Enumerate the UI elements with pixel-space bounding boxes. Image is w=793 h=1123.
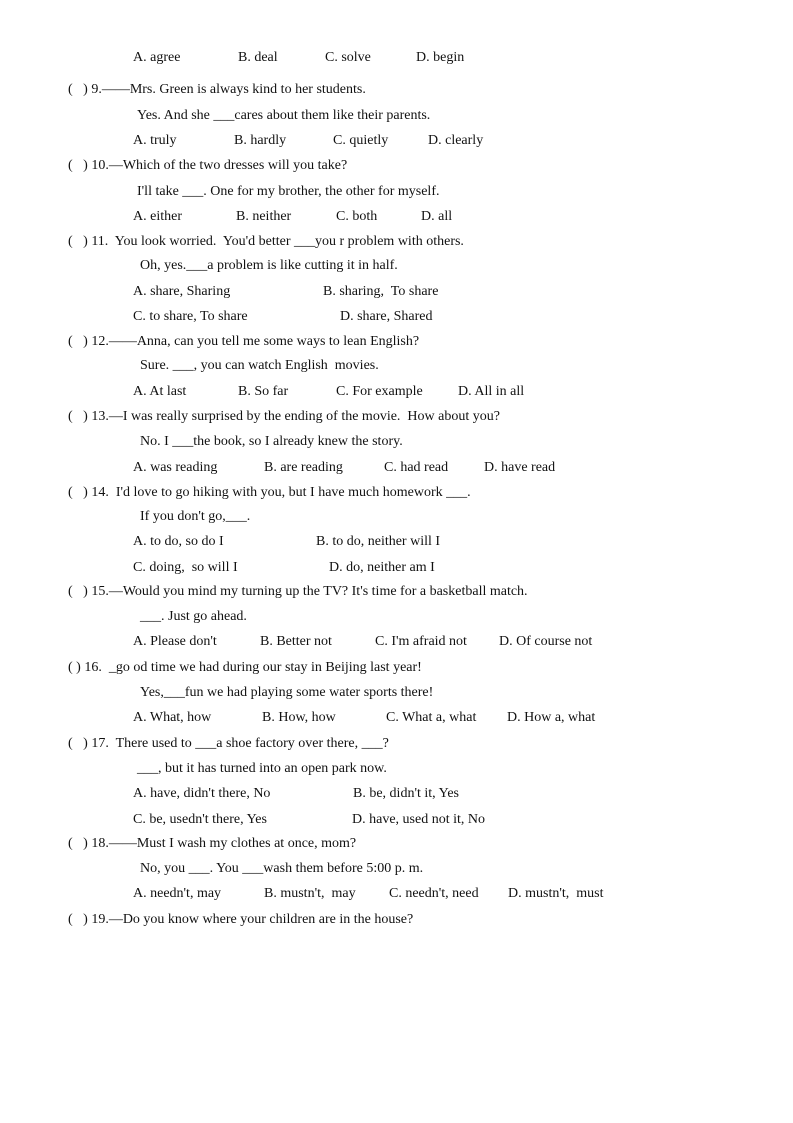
q15-option-d: D. Of course not	[499, 634, 593, 649]
q8-option-d: D. begin	[416, 50, 465, 65]
q13-option-a: A. was reading	[133, 460, 218, 475]
q11-reply: Oh, yes.___a problem is like cutting it in half.	[140, 258, 398, 273]
q16-reply: Yes,___fun we had playing some water sports there!	[140, 685, 434, 700]
q18-option-b: B. mustn't, may	[264, 886, 356, 901]
q9-option-d: D. clearly	[428, 133, 484, 148]
q14-question: ( ) 14. I'd love to go hiking with you, but I have much homework ___.	[68, 485, 471, 500]
q13-option-d: D. have read	[484, 460, 556, 475]
q19-question: ( ) 19.—Do you know where your children are in the house?	[68, 912, 414, 927]
q14-reply: If you don't go,___.	[140, 509, 251, 524]
q15-reply: ___. Just go ahead.	[140, 609, 247, 624]
q16-option-d: D. How a, what	[507, 710, 596, 725]
q11-option-a: A. share, Sharing	[133, 284, 231, 299]
q15-option-c: C. I'm afraid not	[375, 634, 467, 649]
q14-option-b: B. to do, neither will I	[316, 534, 441, 549]
q18-option-c: C. needn't, need	[389, 886, 479, 901]
q13-reply: No. I ___the book, so I already knew the story.	[140, 434, 403, 449]
q10-reply: I'll take ___. One for my brother, the other for myself.	[137, 184, 440, 199]
q8-option-b: B. deal	[238, 50, 278, 65]
q8-option-a: A. agree	[133, 50, 181, 65]
q17-option-a: A. have, didn't there, No	[133, 786, 271, 801]
q10-option-a: A. either	[133, 209, 182, 224]
q16-question: ( ) 16. _go od time we had during our stay in Beijing last year!	[68, 660, 422, 675]
q17-question: ( ) 17. There used to ___a shoe factory over there, ___?	[68, 736, 389, 751]
q18-option-d: D. mustn't, must	[508, 886, 604, 901]
q12-option-a: A. At last	[133, 384, 187, 399]
q8-option-c: C. solve	[325, 50, 371, 65]
q18-reply: No, you ___. You ___wash them before 5:00 p. m.	[140, 861, 424, 876]
q11-option-b: B. sharing, To share	[323, 284, 439, 299]
q16-option-a: A. What, how	[133, 710, 212, 725]
q9-option-b: B. hardly	[234, 133, 287, 148]
q16-option-c: C. What a, what	[386, 710, 477, 725]
q17-option-c: C. be, usedn't there, Yes	[133, 812, 267, 827]
q11-question: ( ) 11. You look worried. You'd better ___you r problem with others.	[68, 234, 464, 249]
q12-option-d: D. All in all	[458, 384, 525, 399]
q12-reply: Sure. ___, you can watch English movies.	[140, 358, 379, 373]
q15-option-a: A. Please don't	[133, 634, 217, 649]
q9-option-c: C. quietly	[333, 133, 389, 148]
q16-option-b: B. How, how	[262, 710, 336, 725]
q12-option-b: B. So far	[238, 384, 289, 399]
q13-question: ( ) 13.—I was really surprised by the ending of the movie. How about you?	[68, 409, 500, 424]
q10-option-d: D. all	[421, 209, 453, 224]
q14-option-d: D. do, neither am I	[329, 560, 435, 575]
q18-question: ( ) 18.——Must I wash my clothes at once, mom?	[68, 836, 357, 851]
q13-option-c: C. had read	[384, 460, 449, 475]
q17-reply: ___, but it has turned into an open park now.	[137, 761, 387, 776]
q10-option-b: B. neither	[236, 209, 292, 224]
q9-reply: Yes. And she ___cares about them like their parents.	[137, 108, 431, 123]
q15-question: ( ) 15.—Would you mind my turning up the TV? It's time for a basketball match.	[68, 584, 528, 599]
q13-option-b: B. are reading	[264, 460, 343, 475]
q18-option-a: A. needn't, may	[133, 886, 222, 901]
q10-question: ( ) 10.—Which of the two dresses will you take?	[68, 158, 348, 173]
q12-question: ( ) 12.——Anna, can you tell me some ways to lean English?	[68, 334, 420, 349]
q15-option-b: B. Better not	[260, 634, 332, 649]
q9-option-a: A. truly	[133, 133, 177, 148]
q9-question: ( ) 9.——Mrs. Green is always kind to her students.	[68, 82, 366, 97]
q10-option-c: C. both	[336, 209, 378, 224]
q11-option-d: D. share, Shared	[340, 309, 433, 324]
q12-option-c: C. For example	[336, 384, 423, 399]
q14-option-c: C. doing, so will I	[133, 560, 238, 575]
q14-option-a: A. to do, so do I	[133, 534, 224, 549]
q17-option-b: B. be, didn't it, Yes	[353, 786, 459, 801]
q11-option-c: C. to share, To share	[133, 309, 248, 324]
q17-option-d: D. have, used not it, No	[352, 812, 485, 827]
